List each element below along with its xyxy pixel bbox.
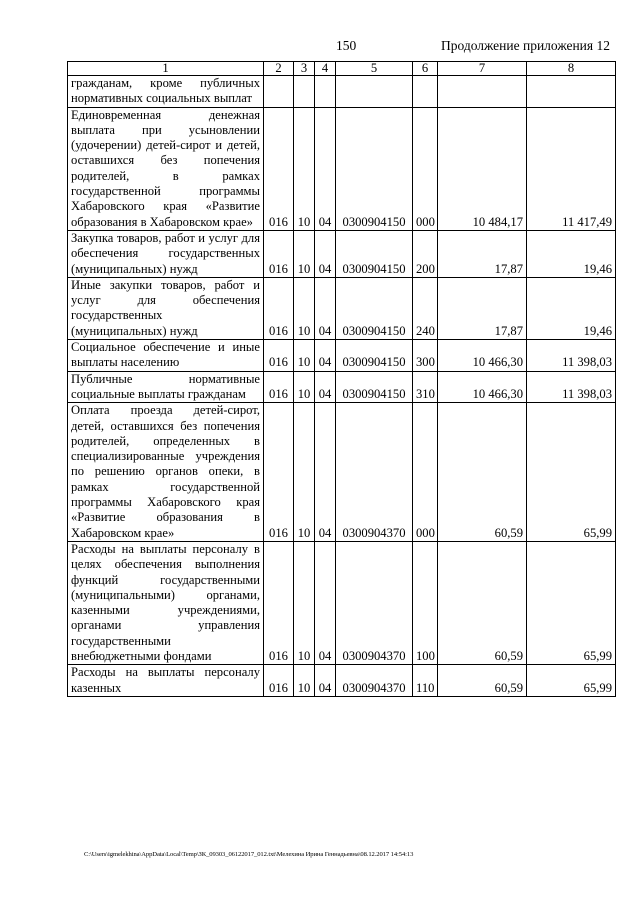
expense-type-code bbox=[413, 76, 438, 108]
chapter-code: 016 bbox=[264, 230, 294, 277]
amount-year-2: 19,46 bbox=[527, 277, 616, 339]
target-article-code: 0300904150 bbox=[336, 277, 413, 339]
row-name: гражданам, кроме публичных нормативных социальных выплат bbox=[68, 76, 264, 108]
target-article-code bbox=[336, 76, 413, 108]
amount-year-2: 65,99 bbox=[527, 541, 616, 664]
target-article-code: 0300904370 bbox=[336, 541, 413, 664]
amount-year-1: 17,87 bbox=[438, 230, 527, 277]
chapter-code bbox=[264, 76, 294, 108]
table-row bbox=[68, 340, 616, 372]
table-row bbox=[68, 665, 616, 697]
subsection-code: 04 bbox=[315, 340, 336, 372]
amount-year-1: 10 466,30 bbox=[438, 340, 527, 372]
amount-year-1: 60,59 bbox=[438, 541, 527, 664]
chapter-code: 016 bbox=[264, 665, 294, 697]
target-article-code: 0300904370 bbox=[336, 665, 413, 697]
page-number: 150 bbox=[336, 38, 357, 53]
target-article-code: 0300904150 bbox=[336, 340, 413, 372]
row-name: Расходы на выплаты персоналу казенных bbox=[68, 665, 264, 697]
file-path-footer: C:\Users\igmelekhina\AppData\Local\Temp\ЗК_09303_06122017_012.txt\Мелехина Ирина Геннадьевна\08.12.2017 14:54:13 bbox=[84, 851, 414, 858]
row-name: Единовременная денежная выплата при усыновлении (удочерении) детей-сирот и детей, оставшихся без попечения родителей, в рамках государственной программы Хабаровского края «Развитие образования в Хабаровском крае» bbox=[68, 107, 264, 230]
table-row bbox=[68, 76, 616, 108]
section-code: 10 bbox=[294, 277, 315, 339]
target-article-code: 0300904370 bbox=[336, 403, 413, 542]
amount-year-2: 65,99 bbox=[527, 665, 616, 697]
expense-type-code: 000 bbox=[413, 107, 438, 230]
table-row bbox=[68, 371, 616, 403]
target-article-code: 0300904150 bbox=[336, 371, 413, 403]
row-name: Социальное обеспечение и иные выплаты населению bbox=[68, 340, 264, 372]
header-row bbox=[68, 62, 616, 76]
row-name: Публичные нормативные социальные выплаты гражданам bbox=[68, 371, 264, 403]
section-code: 10 bbox=[294, 403, 315, 542]
chapter-code: 016 bbox=[264, 277, 294, 339]
amount-year-2: 19,46 bbox=[527, 230, 616, 277]
expense-type-code: 100 bbox=[413, 541, 438, 664]
chapter-code: 016 bbox=[264, 403, 294, 542]
amount-year-1 bbox=[438, 76, 527, 108]
section-code: 10 bbox=[294, 541, 315, 664]
section-code: 10 bbox=[294, 107, 315, 230]
expense-type-code: 300 bbox=[413, 340, 438, 372]
amount-year-1: 17,87 bbox=[438, 277, 527, 339]
amount-year-1: 60,59 bbox=[438, 403, 527, 542]
subsection-code: 04 bbox=[315, 371, 336, 403]
section-code bbox=[294, 76, 315, 108]
amount-year-2: 11 398,03 bbox=[527, 340, 616, 372]
table-row bbox=[68, 541, 616, 664]
continuation-label: Продолжение приложения 12 bbox=[440, 38, 610, 53]
subsection-code: 04 bbox=[315, 541, 336, 664]
target-article-code: 0300904150 bbox=[336, 230, 413, 277]
column-header: 2 bbox=[264, 62, 294, 76]
expense-type-code: 000 bbox=[413, 403, 438, 542]
column-header: 6 bbox=[413, 62, 438, 76]
expense-type-code: 200 bbox=[413, 230, 438, 277]
amount-year-2 bbox=[527, 76, 616, 108]
subsection-code: 04 bbox=[315, 277, 336, 339]
table-row bbox=[68, 403, 616, 542]
subsection-code: 04 bbox=[315, 403, 336, 542]
amount-year-2: 11 398,03 bbox=[527, 371, 616, 403]
amount-year-2: 65,99 bbox=[527, 403, 616, 542]
amount-year-1: 60,59 bbox=[438, 665, 527, 697]
expense-type-code: 310 bbox=[413, 371, 438, 403]
budget-table bbox=[67, 61, 616, 697]
amount-year-2: 11 417,49 bbox=[527, 107, 616, 230]
chapter-code: 016 bbox=[264, 340, 294, 372]
subsection-code bbox=[315, 76, 336, 108]
chapter-code: 016 bbox=[264, 371, 294, 403]
table-row bbox=[68, 277, 616, 339]
target-article-code: 0300904150 bbox=[336, 107, 413, 230]
section-code: 10 bbox=[294, 230, 315, 277]
chapter-code: 016 bbox=[264, 107, 294, 230]
subsection-code: 04 bbox=[315, 665, 336, 697]
table-row bbox=[68, 230, 616, 277]
column-header: 4 bbox=[315, 62, 336, 76]
chapter-code: 016 bbox=[264, 541, 294, 664]
row-name: Оплата проезда детей-сирот, детей, оставшихся без попечения родителей, определенных в специализированные учреждения по решению органов опеки, в рамках государственной программы Хабаровского края «Развитие образования в Хабаровском крае» bbox=[68, 403, 264, 542]
subsection-code: 04 bbox=[315, 107, 336, 230]
column-header: 1 bbox=[68, 62, 264, 76]
amount-year-1: 10 466,30 bbox=[438, 371, 527, 403]
column-header: 8 bbox=[527, 62, 616, 76]
column-header: 5 bbox=[336, 62, 413, 76]
row-name: Иные закупки товаров, работ и услуг для обеспечения государственных (муниципальных) нужд bbox=[68, 277, 264, 339]
amount-year-1: 10 484,17 bbox=[438, 107, 527, 230]
expense-type-code: 110 bbox=[413, 665, 438, 697]
row-name: Закупка товаров, работ и услуг для обеспечения государственных (муниципальных) нужд bbox=[68, 230, 264, 277]
section-code: 10 bbox=[294, 340, 315, 372]
table-row bbox=[68, 107, 616, 230]
column-header: 3 bbox=[294, 62, 315, 76]
section-code: 10 bbox=[294, 665, 315, 697]
column-header: 7 bbox=[438, 62, 527, 76]
section-code: 10 bbox=[294, 371, 315, 403]
expense-type-code: 240 bbox=[413, 277, 438, 339]
subsection-code: 04 bbox=[315, 230, 336, 277]
row-name: Расходы на выплаты персоналу в целях обеспечения выполнения функций государственными (муниципальными) органами, казенными учреждениями, органами управления государственными внебюджетными фондами bbox=[68, 541, 264, 664]
